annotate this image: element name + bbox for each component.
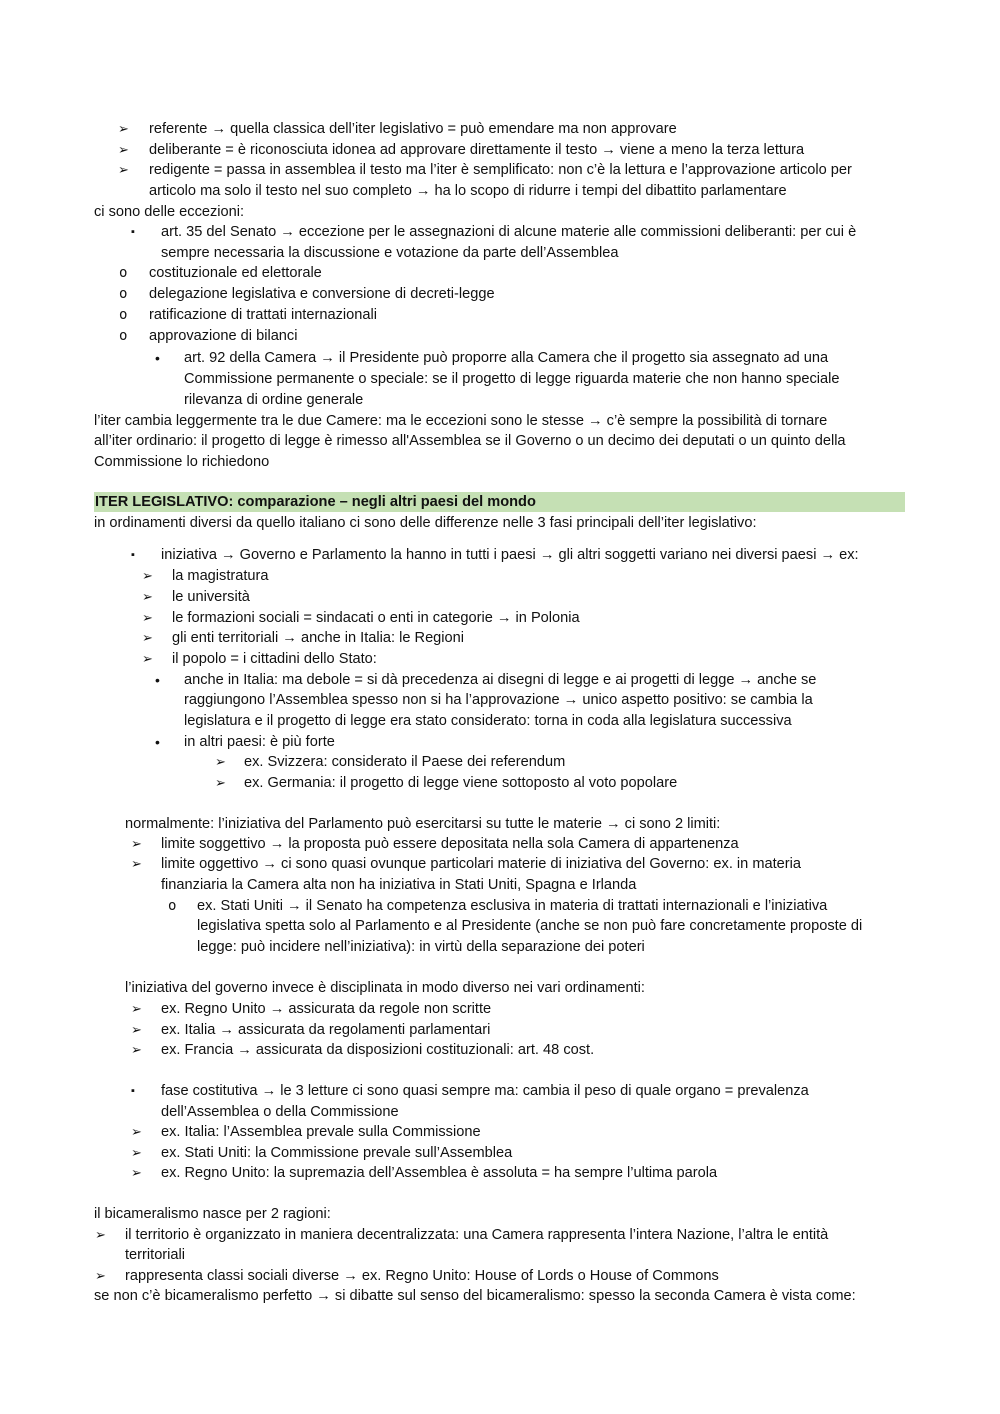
line-text: referente → quella classica dell’iter legislativo = può emendare ma non approvare (149, 121, 677, 137)
text-line (0, 411, 1000, 432)
line-text: finanziaria la Camera alta non ha iniziativa in Stati Uniti, Spagna e Irlanda (161, 877, 637, 893)
text-line (0, 140, 1000, 161)
text-line (0, 1225, 1000, 1246)
line-text: sempre necessaria la discussione e votazione da parte dell’Assemblea (161, 245, 619, 261)
text-line (0, 1040, 1000, 1061)
arrow-bullet: ➢ (131, 1165, 142, 1180)
arrow-bullet: ➢ (142, 610, 153, 625)
arrow-bullet: ➢ (131, 1145, 142, 1160)
text-line (0, 1102, 1000, 1123)
text-line (0, 628, 1000, 649)
arrow-bullet: ➢ (142, 630, 153, 645)
section-heading-text: ITER LEGISLATIVO: comparazione – negli altri paesi del mondo (95, 494, 536, 510)
text-line (0, 390, 1000, 411)
line-text: legge: può incidere nell’iniziativa): in virtù della separazione dei poteri (197, 939, 645, 955)
line-text: Commissione permanente o speciale: se il progetto di legge riguarda materie che non hanno speciale (184, 371, 840, 387)
line-text: rilevanza di ordine generale (184, 392, 364, 408)
arrow-bullet: ➢ (118, 162, 129, 177)
arrow-bullet: ➢ (215, 754, 226, 769)
line-text: in altri paesi: è più forte (184, 734, 335, 750)
line-text: approvazione di bilanci (149, 328, 298, 344)
arrow-bullet: ➢ (131, 1022, 142, 1037)
section-heading (0, 492, 1000, 513)
text-line (0, 1163, 1000, 1184)
text-line (0, 263, 1000, 284)
circle-bullet: o (119, 286, 128, 302)
line-text: all’iter ordinario: il progetto di legge è rimesso all'Assemblea se il Governo o un decimo dei deputati o un quinto della (94, 433, 846, 449)
text-line (0, 1020, 1000, 1041)
text-line (0, 222, 1000, 243)
text-line (0, 452, 1000, 473)
text-line (0, 305, 1000, 326)
text-line (0, 284, 1000, 305)
text-line (0, 649, 1000, 670)
text-line (0, 711, 1000, 732)
line-text: l’iter cambia leggermente tra le due Camere: ma le eccezioni sono le stesse → c’è sempre la possibilità di tornare (94, 413, 828, 429)
text-line (0, 690, 1000, 711)
text-line (0, 875, 1000, 896)
line-text: deliberante = è riconosciuta idonea ad approvare direttamente il testo → viene a meno la terza lettura (149, 142, 805, 158)
line-text: dell’Assemblea o della Commissione (161, 1104, 399, 1120)
text-line (0, 814, 1000, 835)
line-text: rappresenta classi sociali diverse → ex. Regno Unito: House of Lords o House of Commons (125, 1268, 719, 1284)
line-text: ex. Regno Unito: la supremazia dell’Assemblea è assoluta = ha sempre l’ultima parola (161, 1165, 718, 1181)
line-text: le formazioni sociali = sindacati o enti in categorie → in Polonia (172, 610, 580, 626)
circle-bullet: o (168, 898, 177, 914)
square-bullet: ▪ (131, 226, 135, 238)
text-line (0, 119, 1000, 140)
line-text: Commissione lo richiedono (94, 454, 270, 470)
line-text: ex. Stati Uniti: la Commissione prevale sull’Assemblea (161, 1145, 513, 1161)
line-text: costituzionale ed elettorale (149, 265, 322, 281)
text-line (0, 752, 1000, 773)
text-line (0, 1143, 1000, 1164)
line-text: territoriali (125, 1247, 186, 1263)
line-text: limite oggettivo → ci sono quasi ovunque particolari materie di iniziativa del Governo: ex. in materia (161, 856, 802, 872)
text-line (0, 773, 1000, 794)
line-text: limite soggettivo → la proposta può essere depositata nella sola Camera di appartenenza (161, 836, 739, 852)
text-line (0, 937, 1000, 958)
line-text: ex. Regno Unito → assicurata da regole non scritte (161, 1001, 492, 1017)
arrow-bullet: ➢ (95, 1227, 106, 1242)
square-bullet: ▪ (131, 549, 135, 561)
text-line (0, 834, 1000, 855)
arrow-bullet: ➢ (142, 651, 153, 666)
arrow-bullet: ➢ (131, 1001, 142, 1016)
text-line (0, 348, 1000, 369)
arrow-bullet: ➢ (131, 1124, 142, 1139)
text-line (0, 916, 1000, 937)
line-text: la magistratura (172, 568, 269, 584)
text-line (0, 1081, 1000, 1102)
text-line (0, 566, 1000, 587)
line-text: ex. Italia: l’Assemblea prevale sulla Commissione (161, 1124, 481, 1140)
arrow-bullet: ➢ (131, 856, 142, 871)
text-line (0, 1266, 1000, 1287)
arrow-bullet: ➢ (131, 1042, 142, 1057)
text-line (0, 608, 1000, 629)
line-text: legislatura e il progetto di legge era stato considerato: torna in coda alla legislatura successiva (184, 713, 792, 729)
line-text: raggiungono l’Assemblea spesso non si ha l’approvazione → unico aspetto positivo: se cambia la (184, 692, 813, 708)
line-text: ex. Italia → assicurata da regolamenti parlamentari (161, 1022, 491, 1038)
line-text: le università (172, 589, 250, 605)
line-text: ex. Svizzera: considerato il Paese dei referendum (244, 754, 566, 770)
text-line (0, 1245, 1000, 1266)
text-line (0, 1204, 1000, 1225)
line-text: art. 35 del Senato → eccezione per le assegnazioni di alcune materie alle commissioni deliberanti: per cui è (161, 224, 857, 240)
text-line (0, 243, 1000, 264)
square-bullet: ▪ (131, 1085, 135, 1097)
text-line (0, 854, 1000, 875)
arrow-bullet: ➢ (95, 1268, 106, 1283)
line-text: normalmente: l’iniziativa del Parlamento può esercitarsi su tutte le materie → ci sono 2 limiti: (125, 816, 721, 832)
dot-bullet: • (155, 672, 160, 688)
line-text: ratificazione di trattati internazionali (149, 307, 377, 323)
circle-bullet: o (119, 265, 128, 281)
line-text: iniziativa → Governo e Parlamento la hanno in tutti i paesi → gli altri soggetti variano nei diversi paesi → ex: (161, 547, 859, 563)
line-text: ci sono delle eccezioni: (94, 204, 245, 220)
line-text: il bicameralismo nasce per 2 ragioni: (94, 1206, 331, 1222)
text-line (0, 587, 1000, 608)
text-line (0, 1286, 1000, 1307)
dot-bullet: • (155, 350, 160, 366)
text-line (0, 181, 1000, 202)
line-text: art. 92 della Camera → il Presidente può proporre alla Camera che il progetto sia assegnato ad una (184, 350, 829, 366)
text-line (0, 513, 1000, 534)
line-text: legislativa spetta solo al Parlamento e al Presidente (anche se non può fare concretamente proposte di (197, 918, 863, 934)
arrow-bullet: ➢ (142, 589, 153, 604)
line-text: anche in Italia: ma debole = si dà precedenza ai disegni di legge e ai progetti di legge → anche se (184, 672, 817, 688)
line-text: redigente = passa in assemblea il testo ma l’iter è semplificato: non c’è la lettura e l’approvazione articolo per (149, 162, 852, 178)
line-text: in ordinamenti diversi da quello italiano ci sono delle differenze nelle 3 fasi principali dell’iter legislativo: (94, 515, 757, 531)
line-text: se non c’è bicameralismo perfetto → si dibatte sul senso del bicameralismo: spesso la seconda Camera è vista come: (94, 1288, 856, 1304)
line-text: fase costitutiva → le 3 letture ci sono quasi sempre ma: cambia il peso di quale organo = prevalenza (161, 1083, 809, 1099)
arrow-bullet: ➢ (142, 568, 153, 583)
arrow-bullet: ➢ (131, 836, 142, 851)
text-line (0, 202, 1000, 223)
line-text: il popolo = i cittadini dello Stato: (172, 651, 377, 667)
text-line (0, 431, 1000, 452)
text-line (0, 670, 1000, 691)
text-line (0, 545, 1000, 566)
text-line (0, 732, 1000, 753)
line-text: ex. Stati Uniti → il Senato ha competenza esclusiva in materia di trattati internazionali e l’iniziativa (197, 898, 828, 914)
arrow-bullet: ➢ (215, 775, 226, 790)
line-text: articolo ma solo il testo nel suo completo → ha lo scopo di ridurre i tempi del dibattito parlamentare (149, 183, 787, 199)
text-line (0, 326, 1000, 347)
line-text: ex. Germania: il progetto di legge viene sottoposto al voto popolare (244, 775, 678, 791)
text-line (0, 369, 1000, 390)
dot-bullet: • (155, 734, 160, 750)
text-line (0, 978, 1000, 999)
line-text: delegazione legislativa e conversione di decreti-legge (149, 286, 495, 302)
text-line (0, 160, 1000, 181)
circle-bullet: o (119, 328, 128, 344)
text-line (0, 896, 1000, 917)
circle-bullet: o (119, 307, 128, 323)
line-text: gli enti territoriali → anche in Italia: le Regioni (172, 630, 465, 646)
text-line (0, 1122, 1000, 1143)
line-text: il territorio è organizzato in maniera decentralizzata: una Camera rappresenta l’intera Nazione, l’altra le entità (125, 1227, 829, 1243)
line-text: l’iniziativa del governo invece è disciplinata in modo diverso nei vari ordinamenti: (125, 980, 645, 996)
line-text: ex. Francia → assicurata da disposizioni costituzionali: art. 48 cost. (161, 1042, 595, 1058)
arrow-bullet: ➢ (118, 121, 129, 136)
arrow-bullet: ➢ (118, 142, 129, 157)
text-line (0, 999, 1000, 1020)
